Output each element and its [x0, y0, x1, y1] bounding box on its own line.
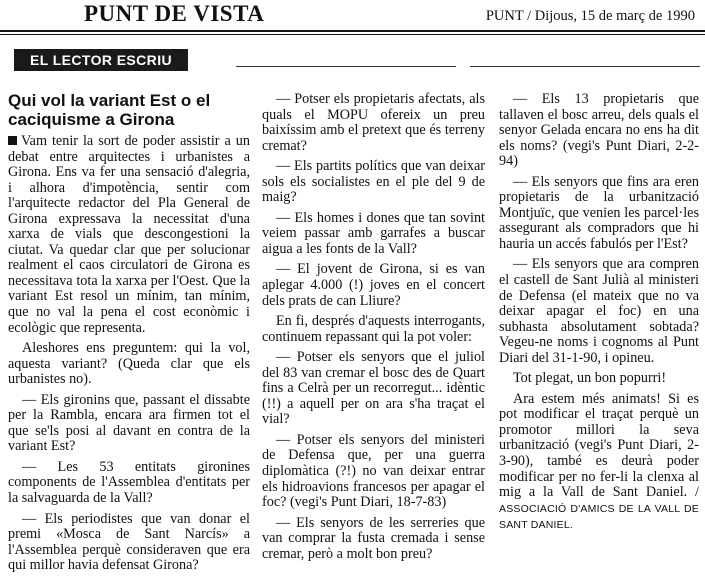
- paragraph: — Els homes i dones que tan sovint veiem passar amb garrafes a buscar aigua a les fonts de la Vall?: [262, 209, 485, 257]
- page-header: [0, 0, 705, 34]
- column-rule: [236, 66, 456, 67]
- paragraph: — Els senyors que ara compren el castell de Sant Julià al ministeri de Defensa (el mateix que no va deixar apagar el foc) en una subhasta absolutament sobtada? Vegeu-ne noms i cognoms al Punt Diari del 31-1-90, i opineu.: [499, 256, 699, 366]
- article-signature: ASSOCIACIÓ D'AMICS DE LA VALL DE SANT DANIEL.: [499, 502, 699, 532]
- section-title: PUNT DE VISTA: [84, 1, 265, 26]
- paragraph: — El jovent de Girona, si es van aplegar 4.000 (!) joves en el concert dels prats de can Lliure?: [262, 261, 485, 309]
- column-rule: [470, 66, 700, 67]
- article-column-1: [8, 134, 250, 579]
- paragraph: — Les 53 entitats gironines components de l'Assemblea d'entitats per la salvaguarda de la Vall?: [8, 458, 250, 507]
- paragraph: Ara estem més animats! Si es pot modificar el traçat perquè un promotor millori la seva urbanització (vegi's Punt Diari, 2-3-90), també es deurà poder modificar per no fer-li la clenxa al mig a la Vall de Sant Daniel. / ASSOCIACIÓ D'AMICS DE LA VALL DE SANT DANIEL.: [499, 390, 699, 532]
- header-rule: [0, 30, 705, 32]
- paragraph: — Els partits polítics que van deixar sols els socialistes en el ple del 9 de maig?: [262, 158, 485, 206]
- paragraph: — Els gironins que, passant el dissabte per la Rambla, encara ara firmen tot el que se'ls posi al davant en contra de la variant Est?: [8, 391, 250, 455]
- bullet-square-icon: [8, 136, 17, 145]
- paragraph: Aleshores ens preguntem: qui la vol, aquesta variant? (Queda clar que els urbanistes no).: [8, 340, 250, 388]
- paragraph: Vam tenir la sort de poder assistir a un debat entre arquitectes i urbanistes a Girona. Ens va fer una sensació d'alegria, i alhora d'impotència, sentir com l'arquitecte redactor del Pla General de Girona expressava la necessitat d'una xarxa de vials que descongestioni la ciutat. Va quedar clar que per solucionar realment el caos circulatori de Girona es necessitava tota la xarxa per l'Oest. Que la variant Est resol un mínim, tan mínim, que no val la pena el cost econòmic i ecològic que representa.: [8, 133, 250, 336]
- article-headline: Qui vol la variant Est o el caciquisme a Girona: [8, 91, 211, 129]
- paragraph: — Els periodistes que van donar el premi «Mosca de Sant Narcís» a l'Assemblea perquè consideraven que era qui millor havia defensat Girona?: [8, 510, 250, 574]
- paragraph: En fi, després d'aquests interrogants, continuem repassant qui la pot voler:: [262, 313, 485, 345]
- article-column-2: [262, 92, 485, 567]
- column-banner: EL LECTOR ESCRIU: [14, 49, 188, 71]
- article-column-3: [499, 92, 699, 539]
- paragraph: — Els senyors de les serreries que van comprar la fusta cremada i sense cremar, però a molt bon preu?: [262, 514, 485, 562]
- header-rule-thin: [0, 34, 705, 35]
- paragraph: — Potser els senyors del ministeri de Defensa que, per una guerra diplomàtica (?!) no van deixar entrar els hidroavions francesos per apagar el foc? (vegi's Punt Diari, 18-7-83): [262, 431, 485, 511]
- paragraph: — Potser els senyors que el juliol del 83 van cremar el bosc des de Quart fins a Celrà per un recorregut... idèntic (!!) a aquell per on ara s'ha traçat el vial?: [262, 349, 485, 428]
- paragraph: — Potser els propietaris afectats, als quals el MOPU ofereix un preu baixíssim amb el pretext que és terreny cremat?: [262, 91, 485, 154]
- paragraph: — Els senyors que fins ara eren propietaris de la urbanització Montjuïc, que venien les parcel·les assegurant als compradors que hi hauria un accés fabulós per l'Est?: [499, 173, 699, 252]
- dateline: PUNT / Dijous, 15 de març de 1990: [485, 8, 695, 24]
- paragraph: — Els 13 propietaris que tallaven el bosc arreu, dels quals el senyor Gelada encara no ens ha dit els noms? (vegi's Punt Diari, 2-2-94): [499, 91, 699, 170]
- paragraph: Tot plegat, un bon popurri!: [513, 370, 667, 387]
